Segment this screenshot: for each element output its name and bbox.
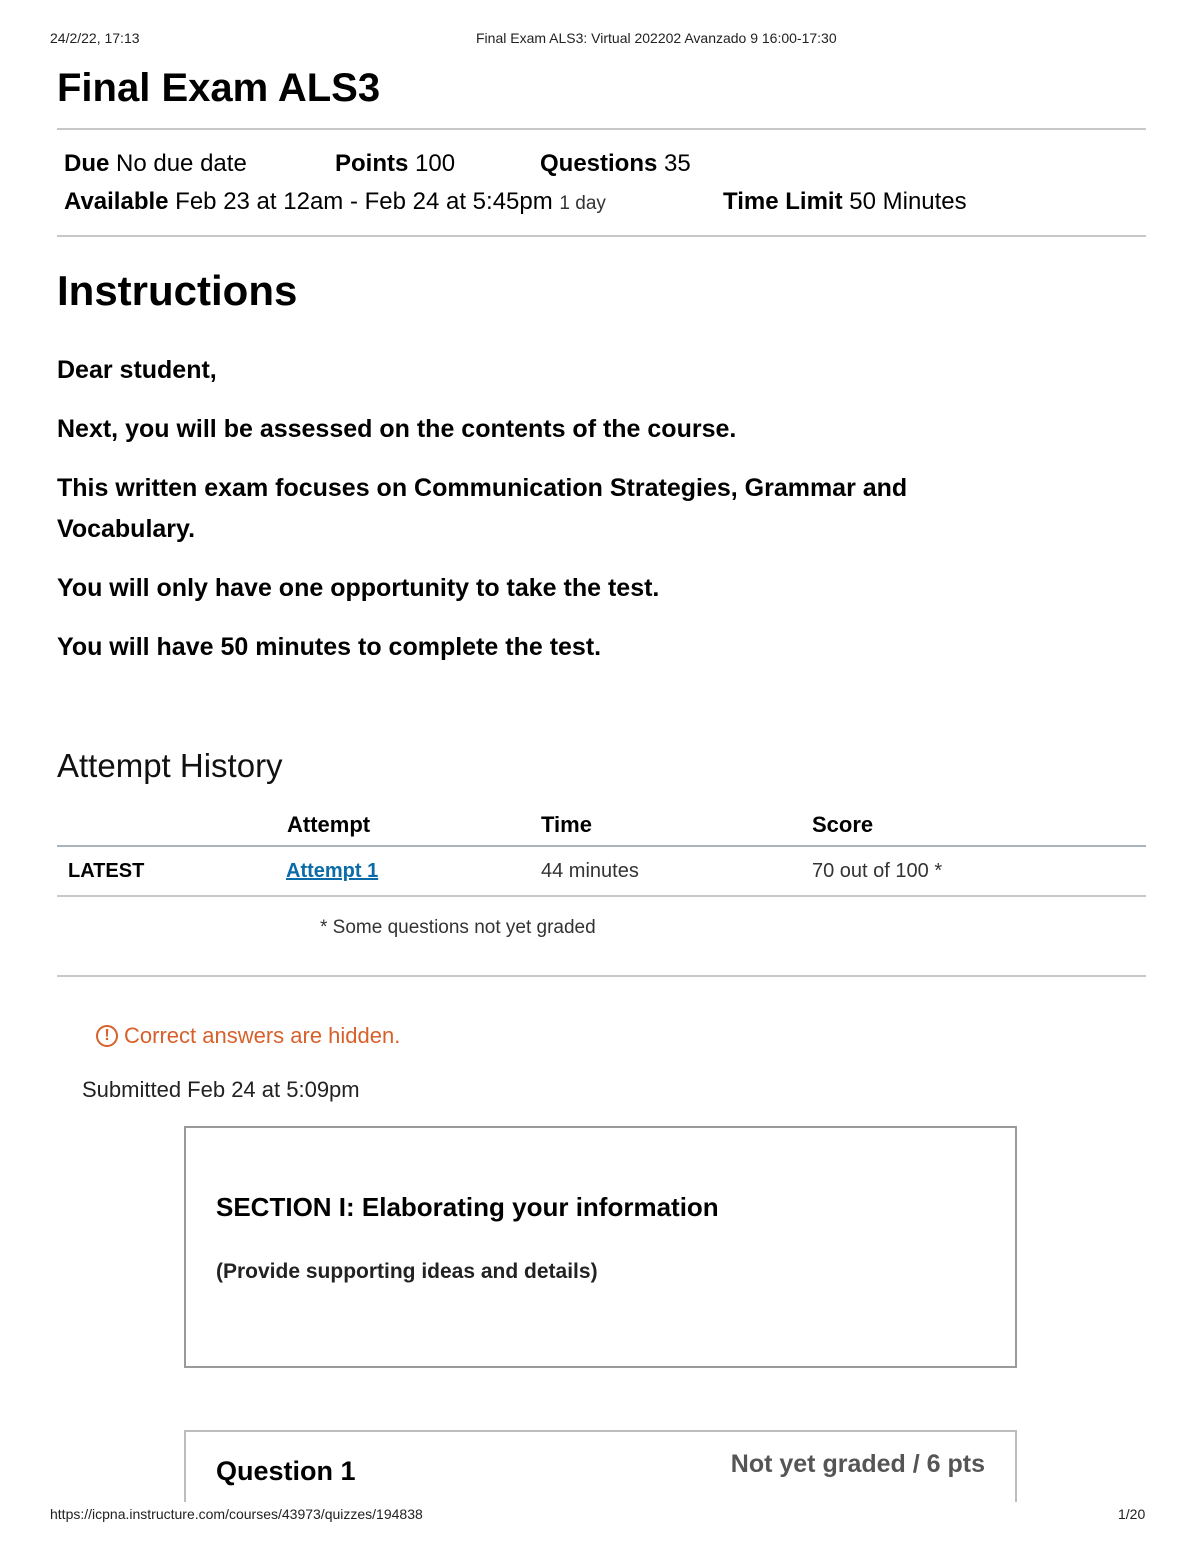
points-field [335,149,455,179]
print-url: https://icpna.instructure.com/courses/43973/quizzes/194838 [50,1506,423,1522]
instructions-paragraph: Next, you will be assessed on the contents of the course. [57,415,737,443]
instructions-heading: Instructions [57,267,298,314]
meta-divider [57,235,1146,237]
available-value: Feb 23 at 12am - Feb 24 at 5:45pm [175,188,553,215]
time-limit-value: 50 Minutes [849,188,967,215]
answers-hidden-text: Correct answers are hidden. [124,1023,401,1048]
grading-footnote: * Some questions not yet graded [320,917,596,938]
table-header-divider [57,845,1146,847]
due-label: Due [64,150,110,177]
instructions-paragraph: You will only have one opportunity to take the test. [57,574,660,602]
title-divider [57,128,1146,130]
exclamation-circle-icon: ! [96,1025,118,1047]
due-field [64,149,247,179]
questions-value: 35 [664,150,691,177]
instructions-paragraph: Dear student, [57,356,217,384]
question-title: Question 1 [216,1456,356,1486]
available-duration: 1 day [559,193,606,214]
points-value: 100 [415,150,456,177]
latest-tag: LATEST [68,860,145,882]
submitted-timestamp: Submitted Feb 24 at 5:09pm [82,1077,360,1102]
attempt-1-link[interactable]: Attempt 1 [286,860,379,882]
time-limit-label: Time Limit [723,188,843,215]
print-page-title: Final Exam ALS3: Virtual 202202 Avanzado 9 16:00-17:30 [476,30,837,46]
question-points: Not yet graded / 6 pts [730,1450,985,1478]
print-page-number: 1/20 [1118,1506,1146,1522]
print-datetime: 24/2/22, 17:13 [50,30,140,46]
table-row-divider [57,895,1146,897]
section-subtitle: (Provide supporting ideas and details) [216,1260,598,1283]
available-field [64,187,606,219]
answers-hidden-notice [96,1023,400,1049]
section-title: SECTION I: Elaborating your information [216,1192,719,1222]
instructions-paragraph: You will have 50 minutes to complete the test. [57,633,602,661]
questions-label: Questions [540,150,658,177]
instructions-paragraph: This written exam focuses on Communication Strategies, Grammar and Vocabulary. [57,474,908,543]
attempt-score: 70 out of 100 * [812,860,943,882]
column-header-time: Time [541,812,592,837]
quiz-title: Final Exam ALS3 [57,66,381,110]
points-label: Points [335,150,409,177]
column-header-score: Score [812,812,874,837]
attempt-history-heading: Attempt History [57,747,283,784]
questions-field [540,149,691,179]
column-header-attempt: Attempt [287,812,371,837]
time-limit-field [723,187,967,217]
section-header-box [184,1126,1017,1368]
attempt-time: 44 minutes [541,860,639,882]
history-divider [57,975,1146,977]
question-card [184,1430,1017,1502]
due-value: No due date [116,150,247,177]
available-label: Available [64,188,169,215]
